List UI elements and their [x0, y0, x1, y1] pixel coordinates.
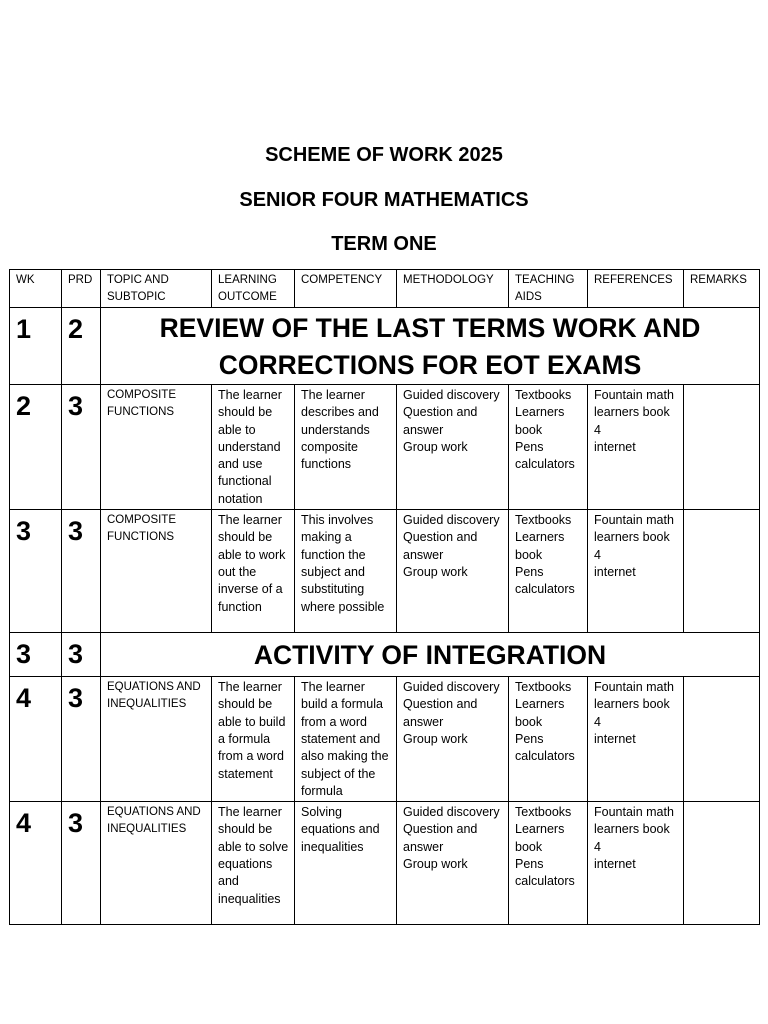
aid-item: Pens [515, 731, 544, 746]
outcome-cell: The learner should be able to solve equations and inequalities [212, 802, 295, 925]
aid-item: calculators [515, 582, 575, 597]
methodology-item: Group work [403, 731, 468, 746]
aid-item: Textbooks [515, 680, 572, 695]
table-row [10, 802, 760, 925]
methodology-cell [397, 802, 509, 925]
aid-item: calculators [515, 874, 575, 889]
document-title: SCHEME OF WORK 2025 [265, 144, 503, 166]
aid-item: Learners book [515, 697, 565, 729]
methodology-item: Question and answer [403, 697, 478, 729]
reference-item: Fountain math learners book 4 [594, 513, 674, 562]
remarks-cell [684, 677, 760, 802]
remarks-cell [684, 510, 760, 633]
week-number: 4 [10, 802, 62, 925]
outcome-cell: The learner should be able to build a formula from a word statement [212, 677, 295, 802]
week-number: 3 [10, 633, 62, 677]
document-subtitle: SENIOR FOUR MATHEMATICS [239, 188, 529, 211]
aid-item: Learners book [515, 530, 565, 562]
methodology-cell [397, 385, 509, 510]
outcome-cell: The learner should be able to understand and use functional notation [212, 385, 295, 510]
competency-cell: The learner describes and understands composite functions [295, 385, 397, 510]
topic-cell: COMPOSITE FUNCTIONS [101, 510, 212, 633]
methodology-item: Guided discovery [403, 388, 500, 402]
document-term: TERM ONE [331, 233, 437, 255]
aid-item: Learners book [515, 405, 565, 437]
aid-item: Pens [515, 564, 544, 579]
methodology-cell [397, 510, 509, 633]
aid-item: Textbooks [515, 805, 572, 820]
aid-item: Learners book [515, 822, 565, 854]
methodology-item: Question and answer [403, 405, 478, 437]
references-cell [588, 385, 684, 510]
aid-item: calculators [515, 749, 575, 764]
references-cell [588, 802, 684, 925]
outcome-cell: The learner should be able to work out the inverse of a function [212, 510, 295, 633]
week-number: 4 [10, 677, 62, 802]
document-header [0, 140, 768, 274]
table-row [10, 677, 760, 802]
week-number: 2 [10, 385, 62, 510]
reference-item: internet [594, 564, 636, 579]
column-header-prd: PRD [62, 270, 101, 308]
column-header-topic: TOPIC AND SUBTOPIC [101, 270, 212, 308]
competency-cell: The learner build a formula from a word statement and also making the subject of the formula [295, 677, 397, 802]
methodology-cell [397, 677, 509, 802]
methodology-item: Group work [403, 857, 468, 872]
week-number: 3 [10, 510, 62, 633]
aids-cell [509, 385, 588, 510]
competency-cell: This involves making a function the subject and substituting where possible [295, 510, 397, 633]
reference-item: internet [594, 731, 636, 746]
aids-cell [509, 802, 588, 925]
reference-item: Fountain math learners book 4 [594, 388, 674, 437]
column-header-competency: COMPETENCY [295, 270, 397, 308]
aid-item: Textbooks [515, 513, 572, 528]
remarks-cell [684, 802, 760, 925]
period-number: 3 [62, 633, 101, 677]
banner-text: REVIEW OF THE LAST TERMS WORK AND CORRECTIONS FOR EOT EXAMS [101, 308, 760, 385]
references-cell [588, 510, 684, 633]
aids-cell [509, 677, 588, 802]
period-number: 3 [62, 677, 101, 802]
week-number: 1 [10, 308, 62, 385]
topic-cell: EQUATIONS AND INEQUALITIES [101, 802, 212, 925]
methodology-item: Question and answer [403, 530, 478, 562]
column-header-outcome: LEARNING OUTCOME [212, 270, 295, 308]
period-number: 3 [62, 385, 101, 510]
topic-cell: COMPOSITE FUNCTIONS [101, 385, 212, 510]
methodology-item: Group work [403, 564, 468, 579]
table-row [10, 510, 760, 633]
aid-item: Textbooks [515, 388, 572, 402]
scheme-table [9, 269, 760, 925]
aids-cell [509, 510, 588, 633]
table-row [10, 385, 760, 510]
reference-item: internet [594, 439, 636, 454]
table-header-row [10, 270, 760, 308]
banner-row [10, 308, 760, 385]
topic-cell: EQUATIONS AND INEQUALITIES [101, 677, 212, 802]
period-number: 3 [62, 802, 101, 925]
reference-item: Fountain math learners book 4 [594, 680, 674, 729]
methodology-item: Question and answer [403, 822, 478, 854]
column-header-references: REFERENCES [588, 270, 684, 308]
banner-row [10, 633, 760, 677]
methodology-item: Group work [403, 439, 468, 454]
remarks-cell [684, 385, 760, 510]
reference-item: internet [594, 857, 636, 872]
column-header-methodology: METHODOLOGY [397, 270, 509, 308]
aid-item: Pens [515, 857, 544, 872]
methodology-item: Guided discovery [403, 513, 500, 528]
column-header-wk: WK [10, 270, 62, 308]
period-number: 3 [62, 510, 101, 633]
methodology-item: Guided discovery [403, 805, 500, 820]
period-number: 2 [62, 308, 101, 385]
column-header-aids: TEACHING AIDS [509, 270, 588, 308]
banner-text: ACTIVITY OF INTEGRATION [101, 633, 760, 677]
references-cell [588, 677, 684, 802]
reference-item: Fountain math learners book 4 [594, 805, 674, 854]
methodology-item: Guided discovery [403, 680, 500, 695]
competency-cell: Solving equations and inequalities [295, 802, 397, 925]
aid-item: calculators [515, 457, 575, 472]
column-header-remarks: REMARKS [684, 270, 760, 308]
aid-item: Pens [515, 439, 544, 454]
